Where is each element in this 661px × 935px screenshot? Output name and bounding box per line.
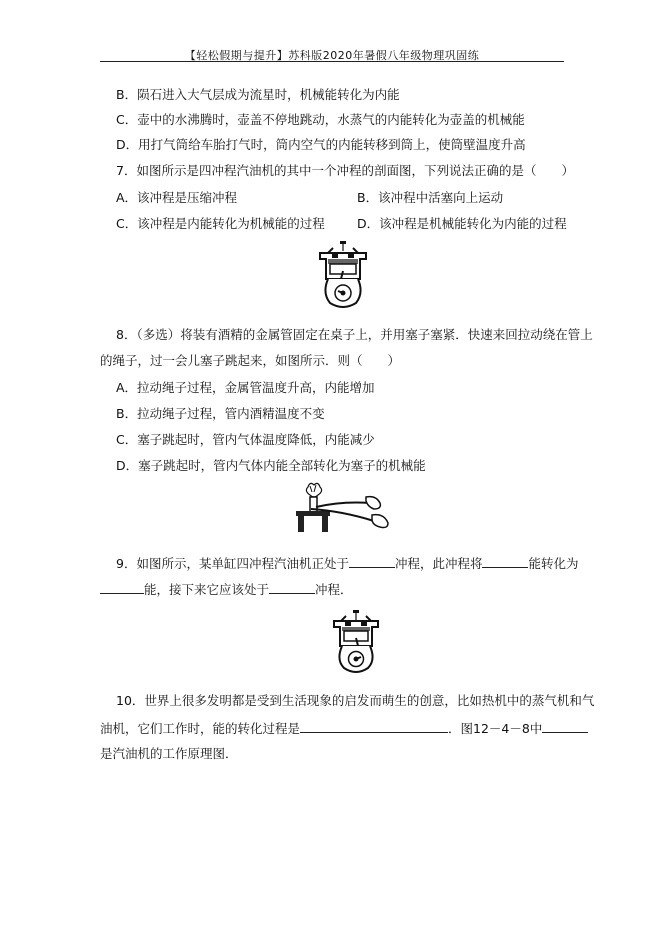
q9-blank-energy-from[interactable]	[482, 555, 528, 568]
q10-line-3: 是汽油机的工作原理图．	[100, 746, 238, 761]
prev-option-d: D．用打气筒给车胎打气时，筒内空气的内能转移到筒上，使筒壁温度升高	[116, 137, 526, 152]
q9-text-2: 冲程，此冲程将	[394, 556, 483, 571]
engine-cross-section-figure-2	[331, 610, 381, 674]
q9-text-4: 能，接下来它应该处于	[144, 582, 270, 597]
header-divider	[100, 61, 564, 62]
q10-line-1: 10．世界上很多发明都是受到生活现象的启发而萌生的创意，比如热机中的蒸气机和气	[116, 693, 595, 708]
prev-option-b: B．陨石进入大气层成为流星时，机械能转化为内能	[116, 87, 400, 102]
q7-option-b: B．该冲程中活塞向上运动	[357, 190, 504, 205]
q10-blank-figure[interactable]	[542, 720, 588, 733]
q9-blank-next-stroke[interactable]	[269, 581, 315, 594]
prev-option-c: C．壶中的水沸腾时，壶盖不停地跳动，水蒸气的内能转化为壶盖的机械能	[116, 112, 525, 127]
q9-text-5: 冲程．	[315, 582, 353, 597]
q9-line-1	[116, 555, 579, 572]
q7-option-a: A．该冲程是压缩冲程	[116, 190, 238, 205]
page-header: 【轻松假期与提升】苏科版2020年暑假八年级物理巩固练	[184, 49, 480, 62]
q7-option-d: D．该冲程是机械能转化为内能的过程	[357, 216, 567, 231]
q9-text-3: 能转化为	[528, 556, 579, 571]
q7-stem: 7．如图所示是四冲程汽油机的其中一个冲程的剖面图，下列说法正确的是（ ）	[116, 163, 574, 178]
q8-option-d: D．塞子跳起时，管内气体内能全部转化为塞子的机械能	[116, 458, 426, 473]
metal-tube-rope-figure	[292, 481, 392, 535]
engine-cross-section-figure-1	[316, 241, 370, 309]
q9-blank-stroke[interactable]	[349, 555, 395, 568]
q9-blank-energy-to[interactable]	[100, 581, 144, 594]
q8-option-b: B．拉动绳子过程，管内酒精温度不变	[116, 406, 325, 421]
q8-stem-line-1: 8．（多选）将装有酒精的金属管固定在桌子上，并用塞子塞紧．快速来回拉动绕在管上	[116, 327, 593, 342]
q9-line-2	[100, 581, 353, 598]
q7-option-c: C．该冲程是内能转化为机械能的过程	[116, 216, 325, 231]
q8-option-c: C．塞子跳起时，管内气体温度降低，内能减少	[116, 432, 375, 447]
q9-text-1: 9．如图所示，某单缸四冲程汽油机正处于	[116, 556, 349, 571]
q10-text-1: 油机，它们工作时，能的转化过程是	[100, 721, 301, 736]
q10-text-2: ．图12－4－8中	[448, 721, 543, 736]
q10-blank-energy-process[interactable]	[300, 720, 448, 733]
q8-stem-line-2: 的绳子，过一会儿塞子跳起来，如图所示．则（ ）	[100, 353, 401, 368]
q8-option-a: A．拉动绳子过程，金属管温度升高，内能增加	[116, 380, 375, 395]
q10-line-2	[100, 720, 588, 737]
